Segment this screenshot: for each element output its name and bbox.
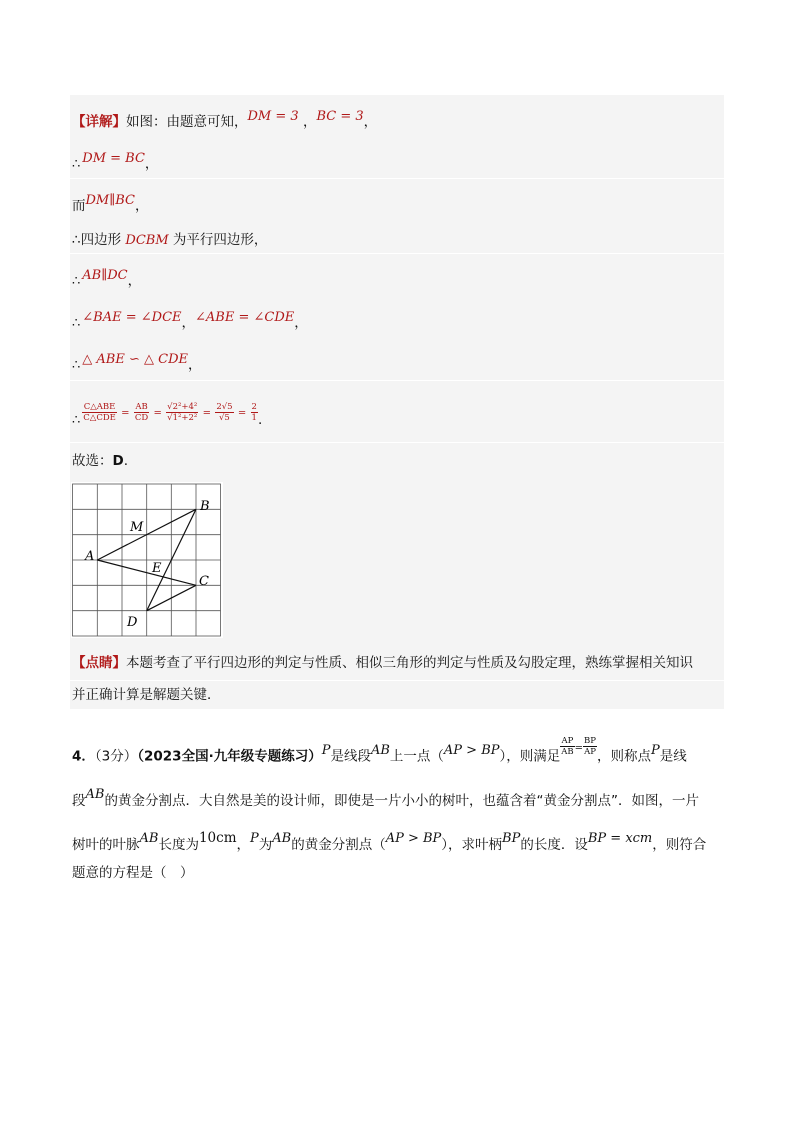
math-angle-bae-dce: ∠BAE = ∠DCE [82, 310, 182, 325]
fraction-numerator: 2√5 [216, 401, 233, 412]
math-dcbm: DCBM [125, 233, 169, 248]
solution-line-2 [72, 151, 159, 174]
text: 是线段 [330, 748, 371, 765]
comment-text: 本题考查了平行四边形的判定与性质、相似三角形的判定与性质及勾股定理，熟练掌握相关知识 [126, 655, 693, 671]
fraction-denominator: AB [561, 747, 574, 757]
math-dm-parallel-bc: DM∥BC [85, 193, 135, 208]
point-label-d: D [127, 615, 138, 630]
solution-line-5 [72, 268, 142, 291]
comment-line-2 [72, 686, 221, 704]
text: 树叶的叶脉 [72, 837, 140, 853]
question-score: （3分） [94, 748, 138, 765]
math-ap-gt-bp: AP > BP [385, 831, 442, 846]
geometry-figure [71, 482, 223, 638]
math-similar-triangles: △ ABE ∽ △ CDE [82, 352, 188, 367]
fraction-denominator: CD [134, 412, 149, 423]
fraction-numerator: BP [584, 736, 596, 746]
grid-lines [73, 484, 221, 636]
fraction-numerator: AB [135, 401, 148, 412]
fraction-denominator: √1²+2² [167, 412, 198, 423]
text: ，则符合 [652, 837, 707, 853]
text: 的黄金分割点（ [291, 837, 386, 853]
math-dm-equals-bc: DM = BC [82, 151, 145, 166]
therefore-symbol: ∴ [72, 274, 81, 289]
math-p: P [321, 742, 331, 758]
text: ），求叶柄 [441, 837, 503, 853]
answer-label: 故选： [72, 453, 113, 469]
text: ∴四边形 [72, 232, 126, 248]
solution-line-6 [72, 310, 308, 333]
comment-text: 并正确计算是解题关键． [72, 687, 221, 703]
comment-line-1 [72, 654, 693, 672]
solution-line-3 [72, 193, 149, 216]
question-line-1 [72, 736, 687, 768]
math-bp: BP [502, 831, 521, 846]
row-divider [70, 442, 724, 443]
math-bp-eq-x: BP = xcm [587, 831, 653, 846]
question-source: （2023全国·九年级专题练习） [137, 748, 322, 765]
text: 题意的方程是（ ） [72, 865, 194, 881]
question-line-4 [72, 864, 194, 882]
comma: ， [134, 198, 149, 214]
point-label-b: B [200, 499, 210, 514]
math-angle-abe-cde: ∠ABE = ∠CDE [195, 310, 295, 325]
fraction-denominator: AP [584, 747, 596, 757]
fraction-numerator: C△ABE [83, 401, 116, 412]
therefore-symbol: ∴ [72, 157, 81, 172]
equals: = [202, 408, 212, 419]
fraction-simplified [215, 402, 233, 423]
fraction-ap-ab [560, 736, 574, 757]
text: 段 [72, 793, 86, 809]
fraction-numerator: √2²+4² [167, 401, 198, 412]
math-ab: AB [85, 787, 105, 802]
text: 上一点（ [389, 748, 444, 765]
solution-line-8 [72, 398, 262, 428]
fraction-ab-cd [134, 402, 149, 423]
comma: ， [181, 315, 196, 331]
fraction-numerator: 2 [251, 401, 257, 412]
text: 的黄金分割点．大自然是美的设计师，即使是一片小小的树叶，也蕴含着“黄金分割点”．如图，一片 [104, 793, 699, 809]
math-ab: AB [370, 742, 390, 758]
equals: = [574, 742, 584, 754]
solution-line-7 [72, 352, 202, 375]
question-line-2 [72, 787, 699, 811]
math-dm-eq: DM = 3 [247, 109, 299, 124]
question-number: 4． [72, 748, 95, 765]
detail-text: 如图：由题意可知， [126, 114, 248, 130]
fraction-sqrt [166, 402, 198, 423]
row-divider [70, 178, 724, 179]
math-ab: AB [272, 831, 292, 846]
text: 的长度．设 [520, 837, 588, 853]
fraction-denominator: √5 [219, 412, 230, 423]
point-label-e: E [152, 561, 162, 576]
math-p: P [651, 742, 660, 758]
math-ap-gt-bp: AP > BP [443, 742, 500, 758]
math-ab: AB [139, 831, 159, 846]
math-ab-parallel-dc: AB∥DC [82, 268, 128, 283]
row-divider [70, 680, 724, 681]
word-er: 而 [72, 198, 86, 214]
detail-tag: 【详解】 [72, 114, 126, 130]
math-length: 10cm [198, 830, 237, 846]
comma: ， [294, 315, 308, 331]
therefore-symbol: ∴ [72, 413, 81, 428]
equals: = [153, 408, 162, 419]
math-p: P [250, 831, 259, 846]
solution-line-4 [72, 231, 267, 250]
comma: ， [188, 357, 202, 373]
text: 为 [258, 837, 273, 853]
fraction-bp-ap [583, 736, 597, 757]
therefore-symbol: ∴ [72, 358, 81, 373]
text: 长度为 [158, 837, 199, 853]
equals: = [237, 408, 247, 419]
text: ， [236, 837, 250, 853]
point-label-c: C [199, 574, 209, 589]
fraction-denominator: 1 [251, 412, 257, 423]
text: 是线 [659, 748, 687, 765]
fraction-denominator: C△CDE [83, 412, 116, 423]
question-line-3 [72, 830, 707, 855]
comma: ， [363, 114, 378, 130]
therefore-symbol: ∴ [72, 316, 81, 331]
answer-line [72, 452, 128, 470]
fraction-numerator: AP [561, 736, 574, 746]
fraction-result [251, 402, 258, 423]
comma: ， [144, 156, 159, 172]
text: 为平行四边形， [168, 232, 268, 248]
period: . [123, 453, 129, 469]
comma: ， [127, 273, 142, 289]
row-divider [70, 380, 724, 381]
comment-tag: 【点睛】 [72, 655, 126, 671]
text: ，则称点 [597, 748, 651, 765]
text: ），则满足 [499, 748, 561, 765]
fraction-perimeter-ratio [82, 402, 117, 423]
point-label-m: M [130, 520, 144, 535]
math-bc-eq: BC = 3 [316, 109, 364, 124]
equals: = [121, 408, 130, 419]
answer-value: D [112, 453, 124, 469]
comma: ， [302, 114, 317, 130]
period: . [257, 412, 263, 428]
row-divider [70, 253, 724, 254]
point-label-a: A [85, 549, 95, 564]
solution-line-1 [72, 109, 378, 132]
